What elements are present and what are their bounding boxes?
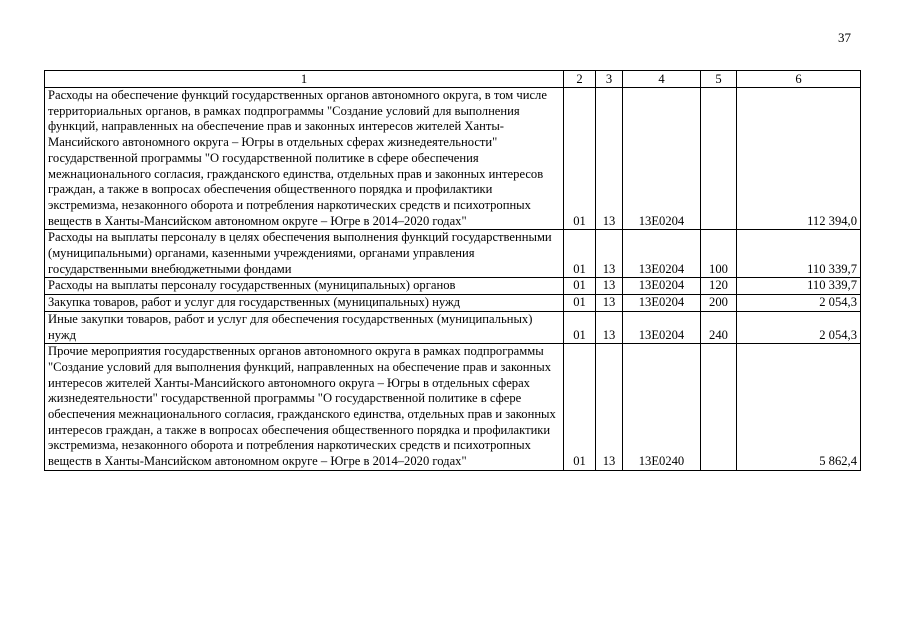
table-row	[45, 88, 861, 230]
row-description: Прочие мероприятия государственных органов автономного округа в рамках подпрограммы "Создание условий для выполнения функций, направленных на обеспечение прав и законных интересов жителей Ханты-Мансийского автономного округа – Югры в отдельных сферах жизнедеятельности" государственной программы "О государственной политике в сфере обеспечения межнационального согласия, гражданского единства, отдельных прав и законных интересов граждан, а также в вопросах обеспечения общественного порядка и профилактики экстремизма, незаконного оборота и потребления наркотических средств и психотропных веществ в Ханты-Мансийском автономном округе – Югре в 2014–2020 годах"	[45, 344, 564, 471]
row-target-code: 13Е0204	[623, 278, 701, 295]
row-subsection: 13	[596, 278, 623, 295]
header-cell: 6	[737, 71, 861, 88]
table-row	[45, 278, 861, 295]
row-description: Закупка товаров, работ и услуг для государственных (муниципальных) нужд	[45, 295, 564, 312]
row-subsection: 13	[596, 230, 623, 278]
row-section: 01	[564, 311, 596, 343]
row-expense-code: 200	[701, 295, 737, 312]
header-cell: 3	[596, 71, 623, 88]
row-section: 01	[564, 344, 596, 471]
row-description: Иные закупки товаров, работ и услуг для обеспечения государственных (муниципальных) нужд	[45, 311, 564, 343]
row-target-code: 13Е0204	[623, 88, 701, 230]
table-row	[45, 295, 861, 312]
header-cell: 2	[564, 71, 596, 88]
row-target-code: 13Е0204	[623, 311, 701, 343]
row-subsection: 13	[596, 311, 623, 343]
row-subsection: 13	[596, 344, 623, 471]
row-expense-code: 240	[701, 311, 737, 343]
row-section: 01	[564, 230, 596, 278]
table-header-row	[45, 71, 861, 88]
row-subsection: 13	[596, 295, 623, 312]
row-subsection: 13	[596, 88, 623, 230]
table-row	[45, 344, 861, 471]
row-amount: 110 339,7	[737, 278, 861, 295]
row-section: 01	[564, 278, 596, 295]
row-section: 01	[564, 295, 596, 312]
row-expense-code	[701, 344, 737, 471]
header-cell: 1	[45, 71, 564, 88]
table-row	[45, 230, 861, 278]
row-target-code: 13Е0204	[623, 295, 701, 312]
row-expense-code: 100	[701, 230, 737, 278]
header-cell: 4	[623, 71, 701, 88]
header-cell: 5	[701, 71, 737, 88]
row-expense-code: 120	[701, 278, 737, 295]
row-amount: 2 054,3	[737, 295, 861, 312]
row-target-code: 13Е0204	[623, 230, 701, 278]
row-description: Расходы на обеспечение функций государственных органов автономного округа, в том числе территориальных органов, в рамках подпрограммы "Создание условий для выполнения функций, направленных на обеспечение прав и законных интересов жителей Ханты-Мансийского автономного округа – Югры в отдельных сферах жизнедеятельности" государственной программы "О государственной политике в сфере обеспечения межнационального согласия, гражданского единства, отдельных прав и законных интересов граждан, а также в вопросах обеспечения общественного порядка и профилактики экстремизма, незаконного оборота и потребления наркотических средств и психотропных веществ в Ханты-Мансийском автономном округе – Югре в 2014–2020 годах"	[45, 88, 564, 230]
row-amount: 2 054,3	[737, 311, 861, 343]
row-amount: 110 339,7	[737, 230, 861, 278]
row-section: 01	[564, 88, 596, 230]
row-description: Расходы на выплаты персоналу в целях обеспечения выполнения функций государственными (муниципальными) органами, казенными учреждениями, органами управления государственными внебюджетными фондами	[45, 230, 564, 278]
budget-table	[44, 70, 861, 471]
row-expense-code	[701, 88, 737, 230]
page-number: 37	[838, 30, 851, 45]
row-description: Расходы на выплаты персоналу государственных (муниципальных) органов	[45, 278, 564, 295]
row-target-code: 13Е0240	[623, 344, 701, 471]
row-amount: 112 394,0	[737, 88, 861, 230]
table-row	[45, 311, 861, 343]
row-amount: 5 862,4	[737, 344, 861, 471]
